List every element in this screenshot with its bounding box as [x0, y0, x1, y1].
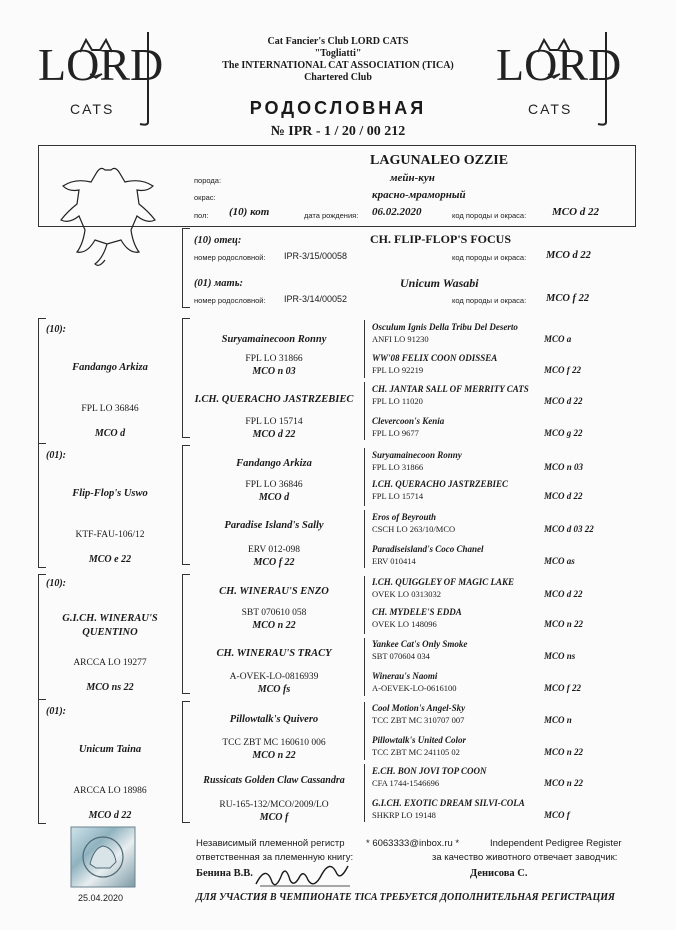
tica-notice: ДЛЯ УЧАСТИЯ В ЧЕМПИОНАТЕ TICA ТРЕБУЕТСЯ ДОПОЛНИТЕЛЬНАЯ РЕГИСТРАЦИЯ	[196, 892, 615, 903]
gen3-reg: SBT 070604 034	[372, 651, 430, 661]
gen3-name: Winerau's Naomi	[372, 671, 438, 681]
gen2-name: CH. WINERAU'S TRACY	[216, 648, 332, 659]
gen3-code: MCO d 22	[544, 396, 583, 406]
gen1-code: MCO e 22	[88, 554, 132, 565]
dam-name: Unicum Wasabi	[400, 276, 479, 290]
dam-label: (01) мать:	[194, 278, 244, 289]
sire-reg: IPR-3/15/00058	[284, 251, 348, 261]
color-value: красно-мраморный	[372, 189, 466, 201]
gen3-code: MCO f	[544, 810, 570, 820]
registry-en: Independent Pedigree Register	[490, 838, 622, 849]
logo-text-cats: CATS	[70, 101, 115, 117]
dam-reg: IPR-3/14/00052	[284, 294, 348, 304]
gen2-name: Pillowtalk's Quivero	[229, 714, 319, 725]
gen2-reg: A-OVEK-LO-0816939	[229, 672, 319, 682]
breed-value: мейн-кун	[390, 172, 435, 184]
gen2-name: Paradise Island's Sally	[224, 520, 324, 531]
sire-code-label: код породы и окраса:	[452, 253, 527, 262]
issue-date: 25.04.2020	[78, 893, 124, 903]
gen2-reg: FPL LO 15714	[245, 417, 303, 427]
gen3-reg: TCC ZBT MC 310707 007	[372, 715, 465, 725]
gen2-reg: FPL LO 31866	[245, 354, 303, 364]
gen2-reg: FPL LO 36846	[245, 480, 303, 490]
logo-text-cats: CATS	[528, 101, 573, 117]
sire-code: MCO d 22	[546, 250, 591, 261]
cat-name: LAGUNALEO OZZIE	[370, 153, 509, 168]
gen2-code: MCO f	[259, 812, 289, 823]
gen1-reg: ARCCA LO 18986	[73, 786, 147, 796]
gen1-code: MCO d 22	[88, 810, 132, 821]
gen3-code: MCO d 22	[544, 589, 583, 599]
lord-cats-logo-left	[30, 22, 180, 127]
sire-reg-label: номер родословной:	[194, 253, 266, 262]
gen3-name: Yankee Cat's Only Smoke	[372, 639, 468, 649]
gen1-code: MCO ns 22	[86, 682, 134, 693]
gen3-code: MCO n 22	[544, 747, 584, 757]
gen3-reg: OVEK LO 0313032	[372, 589, 441, 599]
hologram-seal-icon	[70, 826, 136, 888]
gen3-reg: CFA 1744-1546696	[372, 778, 440, 788]
gen3-reg: A-OEVEK-LO-0616100	[372, 683, 457, 693]
gen2-code: MCO d 22	[252, 429, 296, 440]
gen2-name: Suryamainecoon Ronny	[221, 334, 327, 345]
gen3-name: Clevercoon's Kenia	[372, 416, 445, 426]
gen1-code: MCO d	[94, 428, 126, 439]
gen3-reg: CSCH LO 263/10/MCO	[372, 524, 456, 534]
club-chartered: Chartered Club	[304, 72, 372, 83]
dam-code-label: код породы и окраса:	[452, 296, 527, 305]
gen3-name: CH. JANTAR SALL OF MERRITY CATS	[372, 384, 529, 394]
color-label: окрас:	[194, 193, 216, 202]
code-label: код породы и окраса:	[452, 211, 527, 220]
gen1-name: Flip-Flop's Uswo	[72, 488, 148, 499]
gen3-reg: FPL LO 9677	[372, 428, 419, 438]
gen1-name: Fandango Arkiza	[72, 362, 148, 373]
gen3-code: MCO g 22	[544, 428, 583, 438]
gen2-code: MCO f 22	[253, 557, 295, 568]
dam-reg-label: номер родословной:	[194, 296, 266, 305]
dam-code: MCO f 22	[546, 293, 590, 304]
gen2-reg: TCC ZBT MC 160610 006	[222, 738, 326, 748]
gen3-name: I.CH. QUIGGLEY OF MAGIC LAKE	[372, 577, 515, 587]
registry-email: * 6063333@inbox.ru *	[366, 838, 460, 849]
gen3-name: G.I.CH. EXOTIC DREAM SILVI-COLA	[372, 798, 525, 808]
gen2-reg: SBT 070610 058	[241, 608, 307, 618]
lord-cats-logo-right	[488, 22, 638, 127]
gen3-reg: SHKRP LO 19148	[372, 810, 436, 820]
signature-icon	[250, 856, 360, 896]
gen3-name: Cool Motion's Angel-Sky	[372, 703, 466, 713]
breeder-label: за качество животного отвечает заводчик:	[432, 852, 618, 863]
gen3-code: MCO a	[544, 334, 572, 344]
gen3-code: MCO n	[544, 715, 572, 725]
breed-label: порода:	[194, 176, 222, 185]
gen2-name: Fandango Arkiza	[236, 458, 312, 469]
gen2-name: I.CH. QUERACHO JASTRZEBIEC	[194, 394, 354, 405]
gen3-name: E.CH. BON JOVI TOP COON	[372, 766, 487, 776]
gen3-name: Paradiseisland's Coco Chanel	[372, 544, 484, 554]
club-city: "Togliatti"	[314, 48, 362, 59]
dob-value: 06.02.2020	[372, 206, 422, 218]
gen3-name: WW'08 FELIX COON ODISSEA	[372, 353, 498, 363]
sire-label: (10) отец:	[194, 235, 242, 246]
cat-pelt-icon	[55, 160, 165, 270]
responsible-label: ответственная за племенную книгу:	[196, 852, 354, 863]
registry-ru: Независимый племенной регистр	[196, 838, 345, 849]
gen3-code: MCO n 03	[544, 462, 584, 472]
gen3-reg: ANFI LO 91230	[372, 334, 429, 344]
logo-text-lord: LORD	[496, 39, 622, 90]
gen3-name: Suryamainecoon Ronny	[372, 450, 462, 460]
gen2-code: MCO n 03	[252, 366, 296, 377]
gen3-reg: FPL LO 92219	[372, 365, 424, 375]
breeder-name: Денисова С.	[470, 868, 528, 879]
sire-name: CH. FLIP-FLOP'S FOCUS	[370, 232, 512, 246]
document-title: РОДОСЛОВНАЯ	[249, 98, 427, 118]
gen3-code: MCO d 22	[544, 491, 583, 501]
gen3-reg: FPL LO 15714	[372, 491, 424, 501]
gen1-reg: KTF-FAU-106/12	[75, 530, 145, 540]
gen1-sex: (01):	[46, 706, 66, 717]
gen3-code: MCO ns	[544, 651, 576, 661]
gen3-code: MCO d 03 22	[544, 524, 594, 534]
gen2-code: MCO n 22	[252, 750, 296, 761]
gen3-name: CH. MYDELE'S EDDA	[372, 607, 462, 617]
gen2-name: Russicats Golden Claw Cassandra	[203, 775, 345, 786]
gen3-reg: TCC ZBT MC 241105 02	[372, 747, 460, 757]
logo-text-lord: LORD	[38, 39, 164, 90]
sex-label: пол:	[194, 211, 209, 220]
gen3-reg: FPL LO 11020	[372, 396, 423, 406]
gen3-name: I.CH. QUERACHO JASTRZEBIEC	[372, 479, 509, 489]
gen2-code: MCO n 22	[252, 620, 296, 631]
gen3-code: MCO as	[544, 556, 575, 566]
gen1-name: Unicum Taina	[78, 744, 142, 755]
gen1-reg: FPL LO 36846	[81, 404, 139, 414]
dob-label: дата рождения:	[304, 211, 359, 220]
gen3-code: MCO n 22	[544, 619, 584, 629]
gen3-code: MCO n 22	[544, 778, 584, 788]
gen3-name: Osculum Ignis Della Tribu Del Deserto	[372, 322, 518, 332]
gen2-reg: RU-165-132/MCO/2009/LO	[219, 800, 329, 810]
responsible-name: Бенина В.В.	[196, 868, 253, 879]
gen2-code: MCO fs	[257, 684, 291, 695]
gen3-code: MCO f 22	[544, 683, 582, 693]
gen2-code: MCO d	[258, 492, 290, 503]
gen2-name: CH. WINERAU'S ENZO	[219, 586, 329, 597]
gen1-sex: (01):	[46, 450, 66, 461]
gen3-reg: ERV 010414	[372, 556, 416, 566]
code-value: MCO d 22	[552, 206, 600, 218]
gen3-name: Eros of Beyrouth	[372, 512, 437, 522]
gen1-reg: ARCCA LO 19277	[73, 658, 147, 668]
gen2-reg: ERV 012-098	[247, 545, 301, 555]
gen3-reg: FPL LO 31866	[372, 462, 424, 472]
club-name: Cat Fancier's Club LORD CATS	[267, 36, 409, 47]
gen3-name: Pillowtalk's United Color	[372, 735, 467, 745]
club-association: The INTERNATIONAL CAT ASSOCIATION (TICA)	[222, 60, 454, 71]
gen1-name: G.I.CH. WINERAU'S QUENTINO	[62, 613, 158, 638]
gen3-reg: OVEK LO 148096	[372, 619, 437, 629]
sex-value: (10) кот	[229, 206, 270, 218]
gen3-code: MCO f 22	[544, 365, 582, 375]
gen1-sex: (10):	[46, 324, 66, 335]
gen1-sex: (10):	[46, 578, 66, 589]
document-number: № IPR - 1 / 20 / 00 212	[270, 124, 406, 139]
